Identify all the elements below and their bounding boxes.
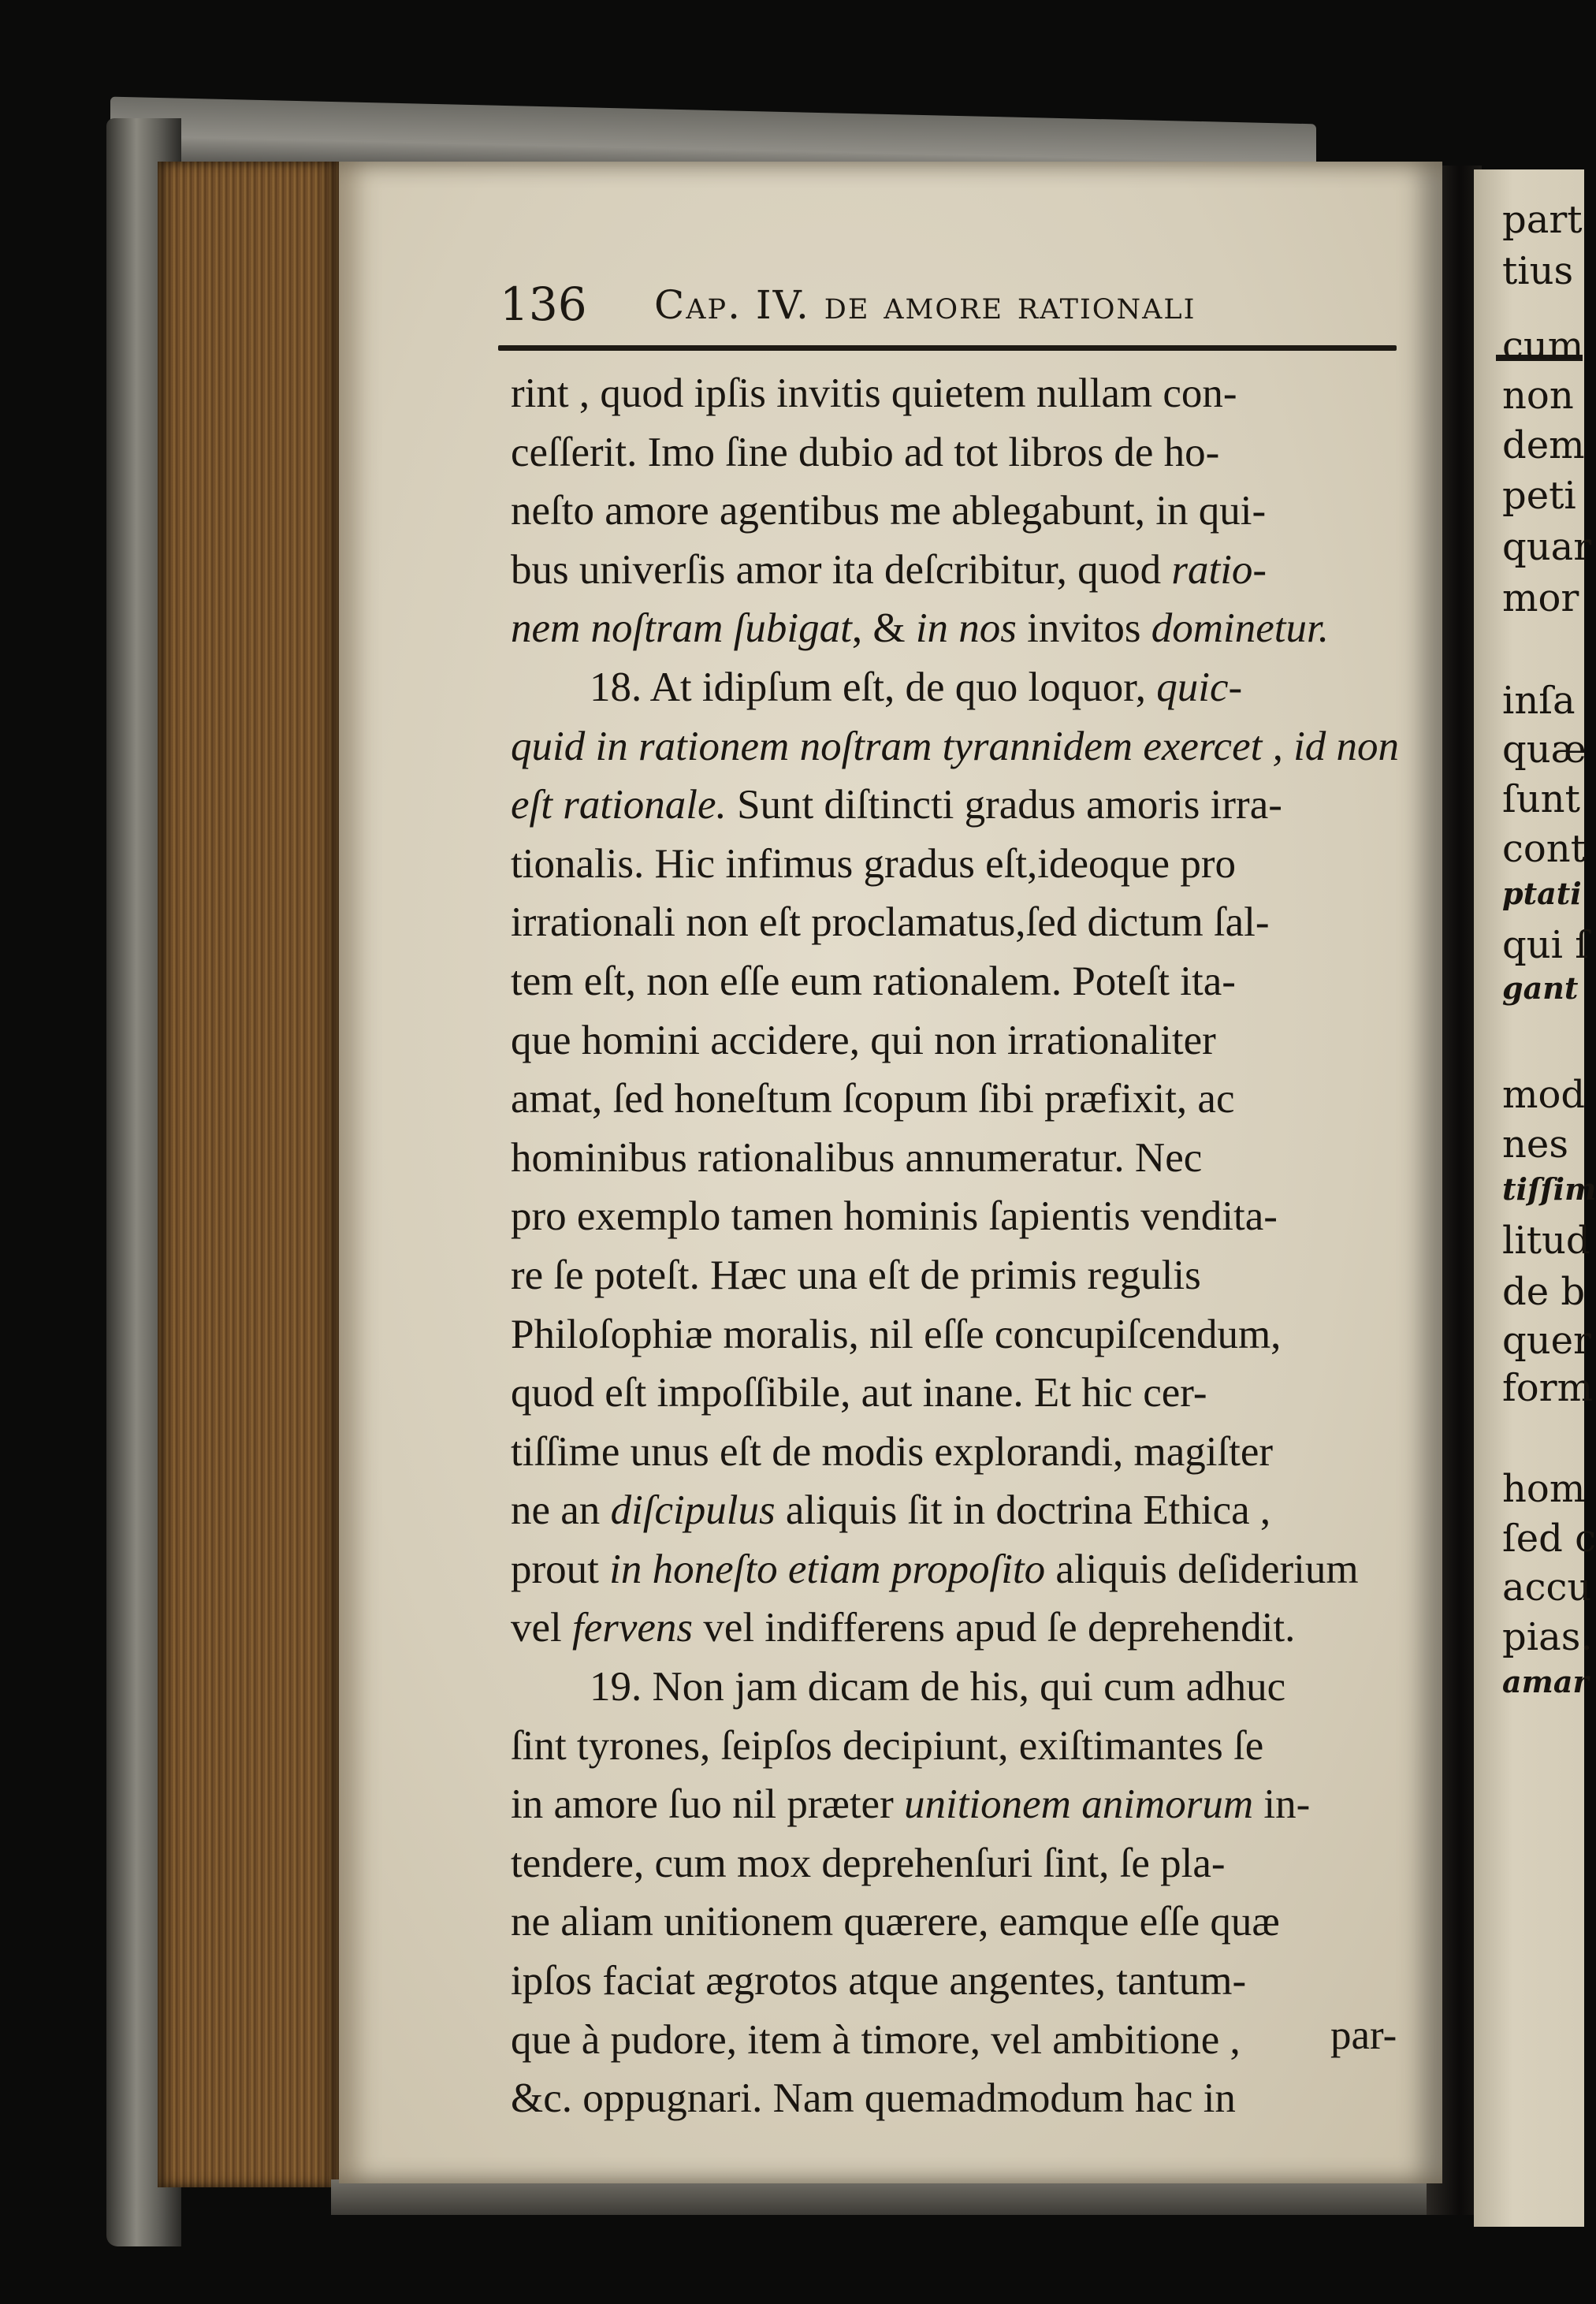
roman-run: ne an [511, 1487, 611, 1534]
facing-page-fragment: dem [1502, 423, 1585, 467]
header-rule [498, 345, 1397, 351]
text-line [511, 717, 1409, 776]
roman-run: hominibus rationalibus annumeratur. Nec [511, 1134, 1203, 1181]
facing-page-fragment: litud [1502, 1219, 1590, 1263]
facing-page-fragment: gant [1502, 970, 1579, 1006]
roman-run: pro exemplo tamen hominis ſapientis vendita- [511, 1193, 1278, 1240]
roman-run: aliquis deſiderium [1045, 1546, 1359, 1592]
text-line [511, 541, 1409, 600]
text-line [511, 1540, 1409, 1599]
text-line [511, 1481, 1409, 1540]
facing-page-fragment: nes [1502, 1122, 1568, 1167]
page-number: 136 [500, 277, 587, 331]
text-line [511, 776, 1409, 835]
italic-run: unitionem animorum [903, 1781, 1254, 1828]
roman-run: bus univerſis amor ita deſcribitur, quod [511, 546, 1172, 593]
roman-run: prout [511, 1546, 610, 1592]
roman-run: amat, ſed honeſtum ſcopum ſibi præfixit, ac [511, 1076, 1235, 1122]
roman-run: invitos [1016, 605, 1151, 652]
roman-run: tendere, cum mox deprehenſuri ſint, ſe pla- [511, 1840, 1226, 1886]
italic-run: quid in rationem noſtram tyrannidem exercet , id non [511, 723, 1400, 769]
roman-run: tem eſt, non eſſe eum rationalem. Poteſt ita- [511, 958, 1236, 1004]
roman-run: que à pudore, item à timore, vel ambitione , [511, 2016, 1241, 2063]
text-line [511, 1364, 1409, 1423]
facing-page-fragment: mor [1502, 576, 1579, 620]
italic-run: ratio- [1171, 546, 1267, 593]
text-line [511, 893, 1409, 952]
text-line [511, 658, 1409, 717]
facing-page-fragment: amar [1502, 1664, 1589, 1699]
facing-page-fragment: mod [1502, 1073, 1586, 1117]
italic-run: quic- [1156, 664, 1243, 710]
roman-run: que homini accidere, qui non irrationaliter [511, 1017, 1216, 1063]
text-line [511, 1187, 1409, 1246]
catchword: par- [1330, 2012, 1397, 2058]
facing-page-fragment: quæ [1502, 728, 1587, 772]
text-line [511, 1423, 1409, 1482]
roman-run: Sunt diſtincti gradus amoris irra- [726, 782, 1282, 828]
text-line [511, 1717, 1409, 1776]
text-line [511, 482, 1409, 541]
running-head: Cap. IV. de amore rationali [654, 282, 1196, 328]
italic-run: fervens [572, 1605, 694, 1651]
roman-run: , & [851, 605, 916, 652]
text-line [511, 1599, 1409, 1658]
text-line [511, 2011, 1409, 2070]
facing-page-fragment: cum [1502, 324, 1584, 368]
text-line [511, 1011, 1409, 1070]
text-line [511, 835, 1409, 894]
facing-page-fragment: ptati [1502, 876, 1582, 911]
text-line [511, 1070, 1409, 1129]
facing-page-fragment: tiſſim [1502, 1171, 1596, 1207]
text-line [511, 423, 1409, 482]
facing-page-fragment: qui ſ [1502, 923, 1590, 967]
facing-page-fragment: de b [1502, 1270, 1586, 1314]
roman-run: ceſſerit. Imo ſine dubio ad tot libros de ho- [511, 429, 1220, 475]
italic-run: nem noſtram ſubigat [511, 605, 852, 652]
roman-run: irrationali non eſt proclamatus,ſed dictum ſal- [511, 899, 1270, 946]
body-text [511, 364, 1409, 2128]
roman-run: tiſſime unus eſt de modis explorandi, magiſter [511, 1428, 1274, 1475]
facing-page-fragment: pias. [1502, 1615, 1593, 1659]
facing-page-fragment: form [1502, 1366, 1594, 1410]
roman-run: vel [511, 1605, 572, 1651]
page-header [493, 277, 1400, 331]
text-line [511, 1129, 1409, 1188]
facing-page-fragment: hom [1502, 1467, 1586, 1511]
italic-run: in honeſto etiam propoſito [609, 1546, 1046, 1592]
italic-run: diſcipulus [610, 1487, 776, 1534]
page-bottom-edge [331, 2179, 1442, 2215]
text-line [511, 1658, 1409, 1717]
facing-page-fragment: inſa [1502, 679, 1576, 723]
text-line [511, 599, 1409, 658]
italic-run: dominetur. [1151, 605, 1329, 652]
facing-page-fragment: accu [1502, 1565, 1592, 1610]
facing-page-fragment: quar [1502, 525, 1592, 569]
italic-run: eſt rationale. [511, 782, 727, 828]
roman-run: quod eſt impoſſibile, aut inane. Et hic cer- [511, 1370, 1207, 1416]
roman-run: &c. oppugnari. Nam quemadmodum hac in [511, 2075, 1236, 2122]
facing-page-fragment: ſed c [1502, 1517, 1596, 1561]
facing-page-fragment: non [1502, 374, 1574, 418]
roman-run: 19. Non jam dicam de his, qui cum adhuc [590, 1664, 1286, 1710]
facing-page-fragment: tius [1502, 249, 1574, 293]
roman-run: re ſe poteſt. Hæc una eſt de primis regulis [511, 1252, 1201, 1298]
text-line [511, 1893, 1409, 1952]
text-line [511, 1952, 1409, 2011]
roman-run: rint , quod ipſis invitis quietem nullam con- [511, 370, 1237, 416]
roman-run: neſto amore agentibus me ablegabunt, in qui- [511, 488, 1267, 534]
facing-page-fragment: quer [1502, 1319, 1591, 1363]
roman-run: ſint tyrones, ſeipſos decipiunt, exiſtimantes ſe [511, 1722, 1264, 1769]
roman-run: in- [1253, 1781, 1311, 1828]
text-line [511, 1775, 1409, 1834]
page-edges [158, 162, 339, 2187]
roman-run: tionalis. Hic infimus gradus eſt,ideoque pro [511, 840, 1236, 887]
roman-run: 18. At idipſum eſt, de quo loquor, [590, 664, 1157, 710]
text-line [511, 364, 1409, 423]
roman-run: Philoſophiæ moralis, nil eſſe concupiſcendum, [511, 1311, 1282, 1357]
facing-page-fragment: cont [1502, 827, 1586, 871]
roman-run: ipſos faciat ægrotos atque angentes, tantum- [511, 1958, 1247, 2004]
roman-run: aliquis ſit in doctrina Ethica , [775, 1487, 1271, 1534]
roman-run: in amore ſuo nil præter [511, 1781, 904, 1828]
facing-page-fragment: peti [1502, 474, 1576, 518]
text-line [511, 2069, 1409, 2128]
text-line [511, 1246, 1409, 1305]
facing-page-fragment: ſunt [1502, 777, 1580, 821]
roman-run: vel indifferens apud ſe deprehendit. [693, 1605, 1296, 1651]
text-line [511, 1305, 1409, 1364]
italic-run: in nos [915, 605, 1017, 652]
text-line [511, 1834, 1409, 1893]
facing-page [1474, 169, 1596, 2227]
text-line [511, 952, 1409, 1011]
facing-page-fragment: part [1502, 198, 1583, 242]
roman-run: ne aliam unitionem quærere, eamque eſſe quæ [511, 1899, 1280, 1945]
